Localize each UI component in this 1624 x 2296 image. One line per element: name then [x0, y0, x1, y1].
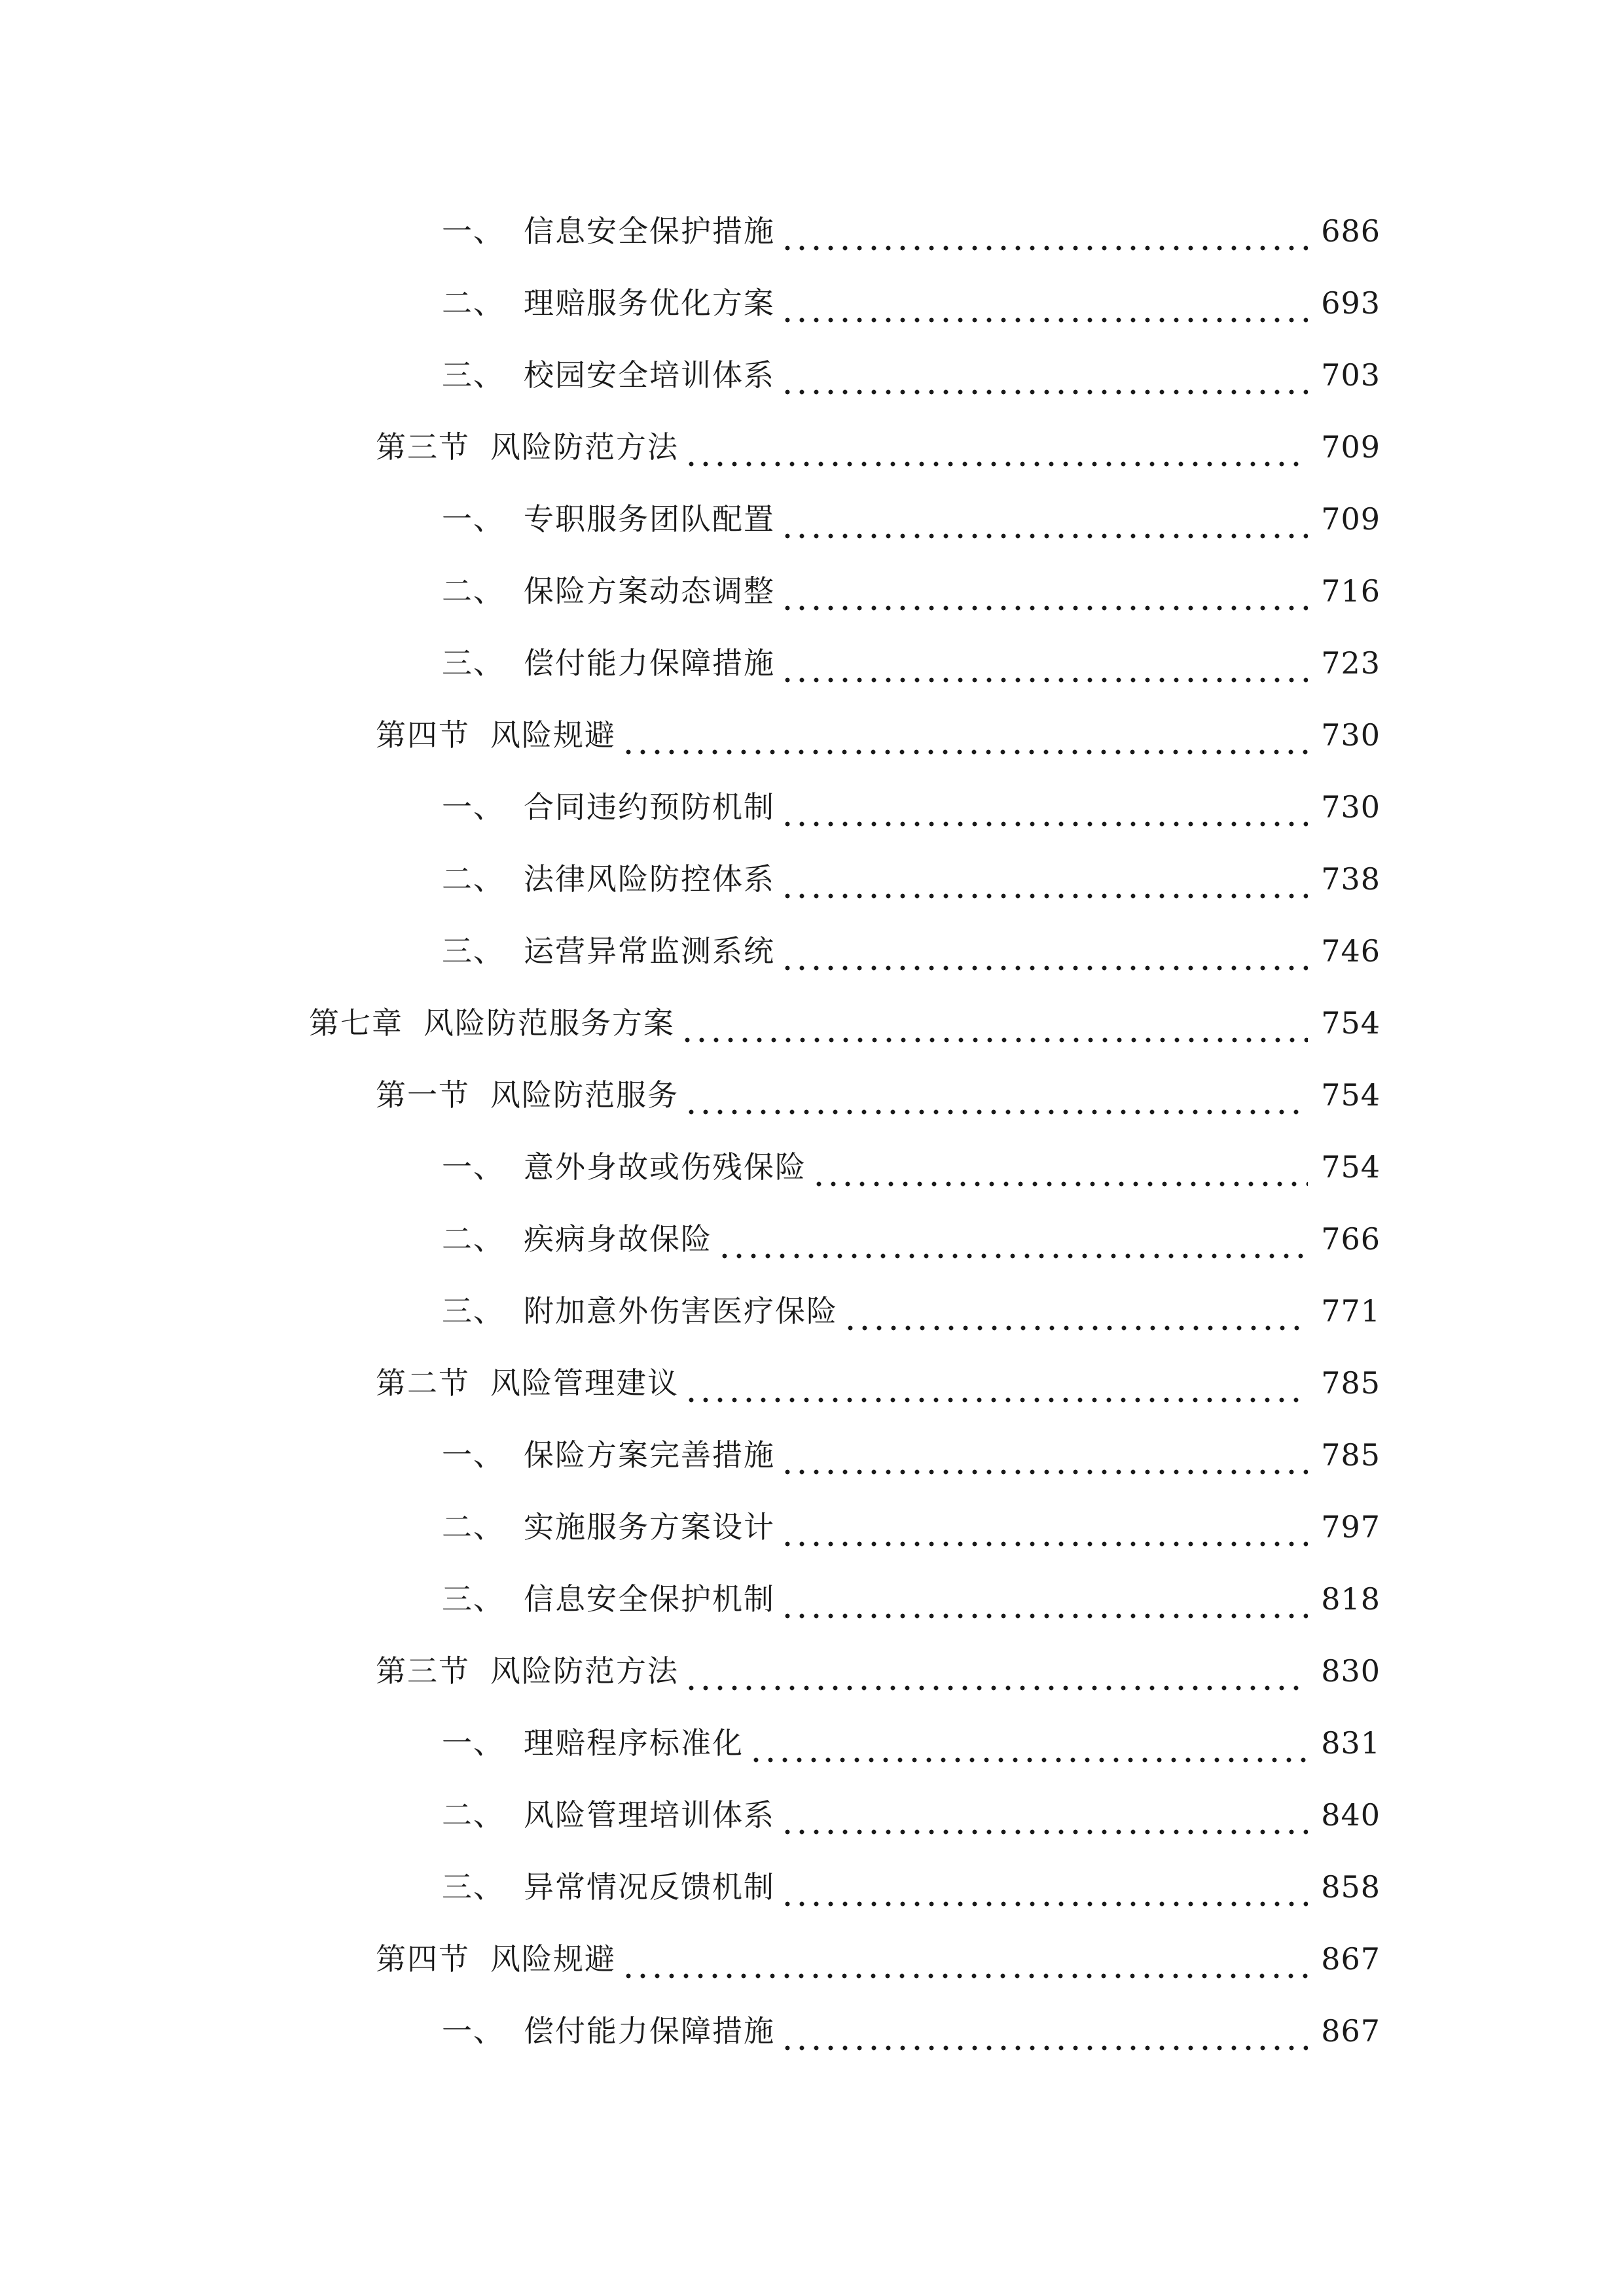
toc-entry-item[interactable]	[0, 483, 1624, 555]
dot-leader	[812, 1131, 1308, 1203]
toc-entry-number: 第一节	[376, 1077, 470, 1113]
toc-entry-label	[442, 915, 775, 987]
dot-leader	[780, 843, 1308, 915]
dot-leader	[780, 1419, 1308, 1491]
toc-entry-number: 第三节	[376, 429, 470, 465]
toc-entry-number: 三、	[442, 933, 505, 969]
toc-entry-row	[376, 699, 1380, 771]
toc-entry-row	[442, 1995, 1380, 2067]
dot-leader	[684, 1059, 1308, 1131]
toc-entry-item[interactable]	[0, 555, 1624, 627]
toc-entry-title: 风险防范方法	[490, 429, 679, 465]
toc-entry-label	[442, 843, 775, 915]
dot-leader	[780, 1491, 1308, 1563]
toc-entry-title: 信息安全保护机制	[524, 1581, 775, 1617]
toc-entry-row	[376, 1059, 1380, 1131]
toc-entry-number: 一、	[442, 2013, 505, 2049]
toc-entry-label	[442, 1491, 775, 1563]
dot-leader	[684, 411, 1308, 483]
toc-entry-label	[442, 1419, 775, 1491]
toc-entry-number: 一、	[442, 1725, 505, 1761]
toc-entry-page-number: 738	[1321, 861, 1380, 897]
toc-entry-item[interactable]	[0, 1131, 1624, 1203]
toc-entry-row	[442, 483, 1380, 555]
dot-leader	[780, 915, 1308, 987]
toc-entry-label	[442, 483, 775, 555]
toc-entry-label	[442, 267, 775, 339]
dot-leader	[621, 699, 1308, 771]
toc-entry-item[interactable]	[0, 627, 1624, 699]
toc-entry-title: 法律风险防控体系	[524, 861, 775, 897]
toc-entry-title: 疾病身故保险	[524, 1221, 712, 1257]
toc-entry-row	[442, 1563, 1380, 1635]
toc-entry-number: 一、	[442, 1149, 505, 1185]
dot-leader	[780, 1779, 1308, 1851]
toc-entry-title: 风险防范方法	[490, 1653, 679, 1689]
toc-entry-label	[442, 339, 775, 411]
toc-entry-title: 保险方案动态调整	[524, 573, 775, 609]
toc-entry-item[interactable]	[0, 1563, 1624, 1635]
toc-entry-item[interactable]	[0, 267, 1624, 339]
toc-entry-title: 信息安全保护措施	[524, 213, 775, 249]
dot-leader	[780, 555, 1308, 627]
toc-entry-number: 二、	[442, 1509, 505, 1545]
toc-entry-number: 二、	[442, 861, 505, 897]
toc-entry-page-number: 818	[1321, 1581, 1380, 1617]
toc-entry-item[interactable]	[0, 771, 1624, 843]
dot-leader	[749, 1707, 1308, 1779]
toc-entry-page-number: 766	[1321, 1221, 1380, 1257]
toc-entry-row	[442, 1275, 1380, 1347]
toc-entry-number: 三、	[442, 357, 505, 393]
toc-entry-label	[442, 1995, 775, 2067]
toc-entry-section[interactable]	[0, 699, 1624, 771]
dot-leader	[780, 1851, 1308, 1923]
toc-entry-page-number: 754	[1321, 1149, 1380, 1185]
toc-entry-page-number: 858	[1321, 1869, 1380, 1905]
toc-entry-item[interactable]	[0, 195, 1624, 267]
toc-entry-page-number: 797	[1321, 1509, 1380, 1545]
toc-entry-row	[376, 411, 1380, 483]
toc-entry-label	[376, 1059, 679, 1131]
toc-entry-label	[442, 627, 775, 699]
toc-entry-page-number: 754	[1321, 1077, 1380, 1113]
toc-entry-row	[442, 267, 1380, 339]
toc-entry-title: 风险规避	[490, 717, 616, 753]
toc-entry-title: 保险方案完善措施	[524, 1437, 775, 1473]
toc-entry-title: 偿付能力保障措施	[524, 2013, 775, 2049]
toc-entry-label	[442, 1707, 744, 1779]
toc-entry-title: 附加意外伤害医疗保险	[524, 1293, 838, 1329]
toc-entry-label	[442, 1131, 806, 1203]
toc-entry-label	[309, 987, 675, 1059]
toc-entry-number: 三、	[442, 1581, 505, 1617]
toc-entry-page-number: 771	[1321, 1293, 1380, 1329]
toc-entry-item[interactable]	[0, 1851, 1624, 1923]
toc-entry-number: 三、	[442, 1293, 505, 1329]
toc-entry-row	[376, 1347, 1380, 1419]
toc-entry-page-number: 840	[1321, 1797, 1380, 1833]
toc-entry-row	[442, 1779, 1380, 1851]
toc-entry-label	[442, 1563, 775, 1635]
toc-entry-number: 三、	[442, 645, 505, 681]
toc-entry-row	[442, 915, 1380, 987]
toc-entry-title: 偿付能力保障措施	[524, 645, 775, 681]
toc-entry-item[interactable]	[0, 1491, 1624, 1563]
toc-entry-number: 二、	[442, 285, 505, 321]
toc-entry-page-number: 830	[1321, 1653, 1380, 1689]
toc-entry-row	[442, 1419, 1380, 1491]
toc-entry-row	[309, 987, 1380, 1059]
toc-entry-title: 合同违约预防机制	[524, 789, 775, 825]
toc-entry-number: 二、	[442, 1221, 505, 1257]
toc-entry-item[interactable]	[0, 1707, 1624, 1779]
toc-entry-section[interactable]	[0, 1059, 1624, 1131]
toc-entry-row	[442, 1491, 1380, 1563]
toc-entry-page-number: 686	[1321, 213, 1380, 249]
toc-entry-section[interactable]	[0, 411, 1624, 483]
toc-entry-chapter[interactable]	[0, 987, 1624, 1059]
toc-entry-row	[442, 627, 1380, 699]
toc-entry-title: 实施服务方案设计	[524, 1509, 775, 1545]
toc-entry-title: 运营异常监测系统	[524, 933, 775, 969]
dot-leader	[680, 987, 1308, 1059]
toc-entry-number: 第三节	[376, 1653, 470, 1689]
toc-entry-row	[376, 1635, 1380, 1707]
toc-entry-section[interactable]	[0, 1923, 1624, 1995]
toc-entry-label	[376, 699, 616, 771]
toc-entry-row	[442, 555, 1380, 627]
toc-entry-number: 三、	[442, 1869, 505, 1905]
toc-entry-label	[442, 1851, 775, 1923]
toc-entry-title: 异常情况反馈机制	[524, 1869, 775, 1905]
dot-leader	[717, 1203, 1308, 1275]
dot-leader	[780, 195, 1308, 267]
toc-entry-row	[442, 771, 1380, 843]
toc-entry-number: 第七章	[309, 1005, 403, 1041]
toc-entry-number: 一、	[442, 1437, 505, 1473]
dot-leader	[684, 1347, 1308, 1419]
toc-entry-row	[442, 1707, 1380, 1779]
toc-entry-row	[376, 1923, 1380, 1995]
toc-entry-section[interactable]	[0, 1635, 1624, 1707]
toc-entry-section[interactable]	[0, 1347, 1624, 1419]
toc-entry-item[interactable]	[0, 1995, 1624, 2067]
toc-entry-title: 专职服务团队配置	[524, 501, 775, 537]
toc-entry-item[interactable]	[0, 1779, 1624, 1851]
dot-leader	[780, 1563, 1308, 1635]
toc-entry-page-number: 785	[1321, 1437, 1380, 1473]
toc-entry-row	[442, 843, 1380, 915]
toc-entry-page-number: 867	[1321, 1941, 1380, 1977]
toc-entry-row	[442, 195, 1380, 267]
toc-entry-page-number: 693	[1321, 285, 1380, 321]
dot-leader	[780, 1995, 1308, 2067]
toc-entry-page-number: 716	[1321, 573, 1380, 609]
toc-entry-label	[442, 1203, 712, 1275]
dot-leader	[780, 771, 1308, 843]
toc-entry-row	[442, 1203, 1380, 1275]
toc-entry-item[interactable]	[0, 915, 1624, 987]
dot-leader	[780, 483, 1308, 555]
toc-entry-page-number: 730	[1321, 717, 1380, 753]
dot-leader	[843, 1275, 1308, 1347]
toc-entry-label	[442, 195, 775, 267]
toc-entry-number: 第二节	[376, 1365, 470, 1401]
toc-entry-title: 风险防范服务方案	[424, 1005, 675, 1041]
toc-entry-page-number: 723	[1321, 645, 1380, 681]
toc-entry-title: 校园安全培训体系	[524, 357, 775, 393]
toc-entry-row	[442, 1131, 1380, 1203]
dot-leader	[684, 1635, 1308, 1707]
toc-entry-label	[376, 411, 679, 483]
toc-entry-title: 理赔服务优化方案	[524, 285, 775, 321]
toc-entry-title: 风险管理培训体系	[524, 1797, 775, 1833]
toc-entry-label	[376, 1923, 616, 1995]
toc-entry-row	[442, 339, 1380, 411]
toc-entry-number: 第四节	[376, 717, 470, 753]
toc-entry-number: 第四节	[376, 1941, 470, 1977]
toc-entry-label	[442, 555, 775, 627]
toc-entry-page-number: 703	[1321, 357, 1380, 393]
toc-entry-page-number: 709	[1321, 429, 1380, 465]
toc-entry-page-number: 754	[1321, 1005, 1380, 1041]
toc-entry-title: 风险防范服务	[490, 1077, 679, 1113]
toc-entry-page-number: 709	[1321, 501, 1380, 537]
toc-entry-page-number: 730	[1321, 789, 1380, 825]
dot-leader	[621, 1923, 1308, 1995]
toc-entry-page-number: 785	[1321, 1365, 1380, 1401]
toc-entry-number: 一、	[442, 789, 505, 825]
table-of-contents	[0, 195, 1624, 2067]
toc-entry-label	[376, 1347, 679, 1419]
toc-entry-label	[442, 1275, 838, 1347]
toc-entry-item[interactable]	[0, 843, 1624, 915]
toc-entry-item[interactable]	[0, 1419, 1624, 1491]
toc-entry-item[interactable]	[0, 1275, 1624, 1347]
toc-entry-title: 风险管理建议	[490, 1365, 679, 1401]
toc-entry-item[interactable]	[0, 1203, 1624, 1275]
toc-entry-page-number: 831	[1321, 1725, 1380, 1761]
toc-entry-item[interactable]	[0, 339, 1624, 411]
toc-entry-title: 意外身故或伤残保险	[524, 1149, 806, 1185]
toc-entry-number: 二、	[442, 573, 505, 609]
toc-entry-label	[442, 1779, 775, 1851]
toc-entry-title: 理赔程序标准化	[524, 1725, 744, 1761]
dot-leader	[780, 339, 1308, 411]
toc-entry-page-number: 746	[1321, 933, 1380, 969]
toc-entry-title: 风险规避	[490, 1941, 616, 1977]
toc-entry-page-number: 867	[1321, 2013, 1380, 2049]
toc-entry-number: 二、	[442, 1797, 505, 1833]
toc-entry-label	[376, 1635, 679, 1707]
toc-entry-label	[442, 771, 775, 843]
toc-entry-number: 一、	[442, 501, 505, 537]
toc-entry-number: 一、	[442, 213, 505, 249]
dot-leader	[780, 267, 1308, 339]
toc-entry-row	[442, 1851, 1380, 1923]
dot-leader	[780, 627, 1308, 699]
